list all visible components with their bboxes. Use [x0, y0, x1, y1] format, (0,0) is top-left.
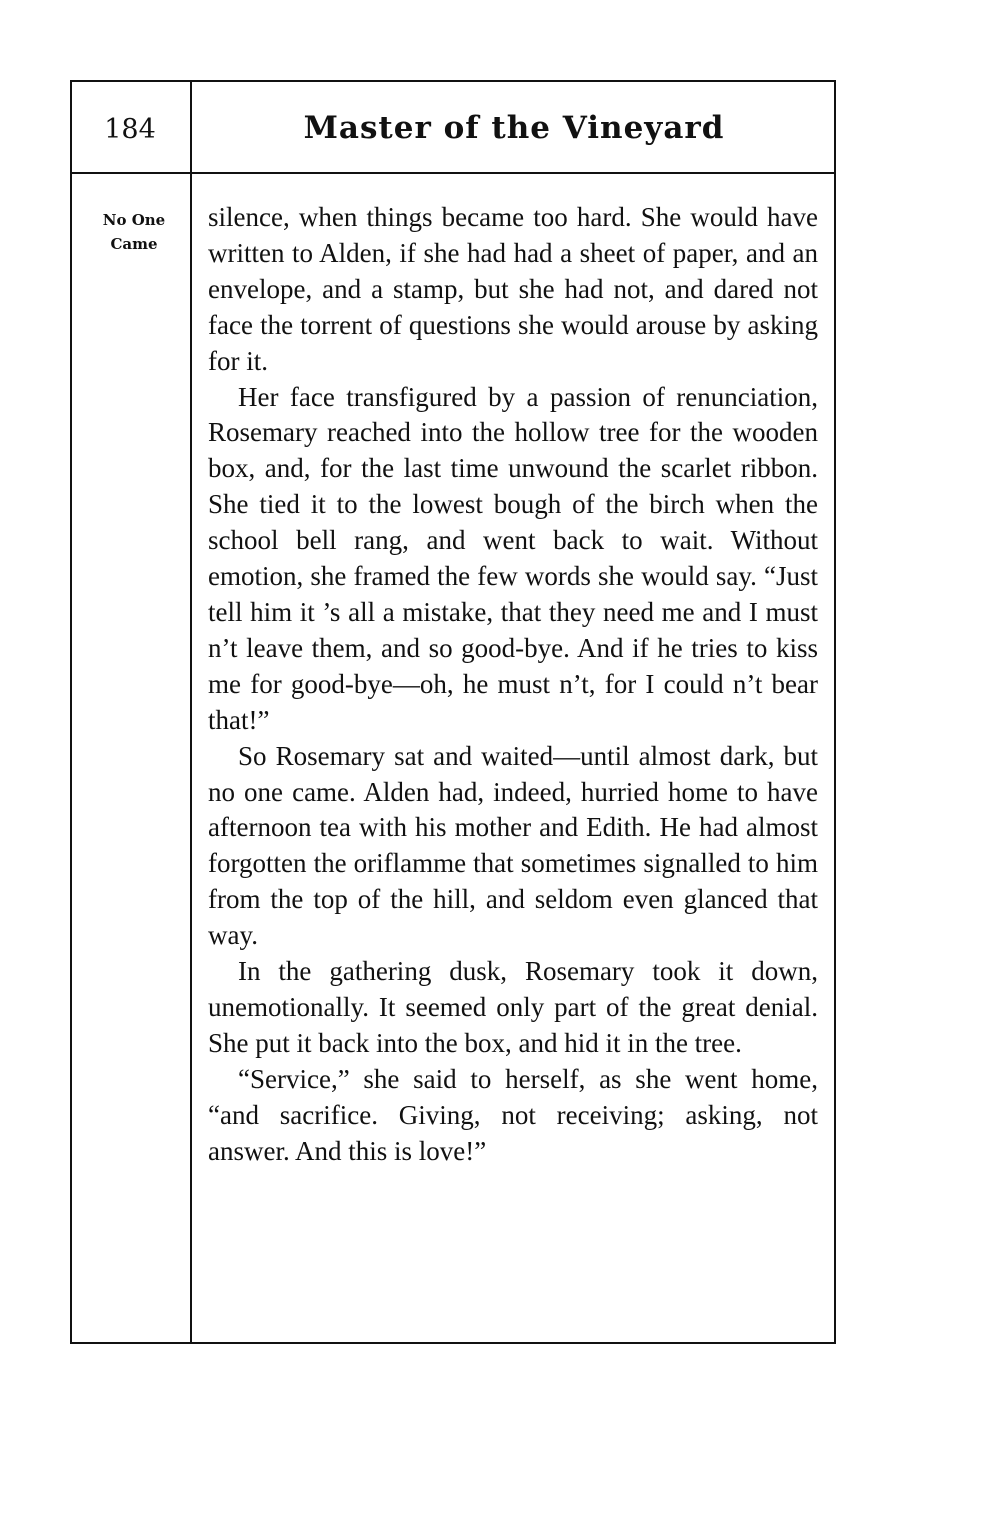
- margin-note-line-2: Came: [110, 235, 158, 253]
- margin-note: [82, 208, 186, 256]
- body-text: [208, 200, 818, 1169]
- margin-divider: [190, 80, 192, 1344]
- paragraph: So Rosemary sat and waited—until almost dark, but no one came. Alden had, indeed, hurried home to have afternoon tea with his mother and Edith. He had almost forgotten the oriflamme that sometimes signalled to him from the top of the hill, and seldom even glanced that way.: [208, 740, 818, 951]
- paragraph: In the gathering dusk, Rosemary took it down, unemotionally. It seemed only part of the great denial. She put it back into the box, and hid it in the tree.: [208, 956, 818, 1058]
- running-title: Master of the Vineyard: [303, 110, 725, 146]
- paragraph: Her face transfigured by a passion of renunciation, Rosemary reached into the hollow tree for the wooden box, and, for the last time unwound the scarlet ribbon. She tied it to the lowest bough of the birch when the school bell rang, and went back to wait. Without emotion, she framed the few words she would say. “Just tell him it ’s all a mistake, that they need me and I must n’t leave them, and so good-bye. And if he tries to kiss me for good-bye—oh, he must n’t, for I could n’t bear that!”: [208, 381, 818, 735]
- paragraph: “Service,” she said to herself, as she went home, “and sacrifice. Giving, not receiving; asking, not answer. And this is love!”: [208, 1063, 818, 1166]
- header-rule: [70, 172, 836, 174]
- margin-note-line-1: No One: [102, 211, 166, 229]
- page-number: 184: [104, 114, 156, 145]
- paragraph: silence, when things became too hard. She would have written to Alden, if she had had a sheet of paper, and an envelope, and a stamp, but she had not, and dared not face the torrent of questions she would arouse by asking for it.: [208, 202, 818, 376]
